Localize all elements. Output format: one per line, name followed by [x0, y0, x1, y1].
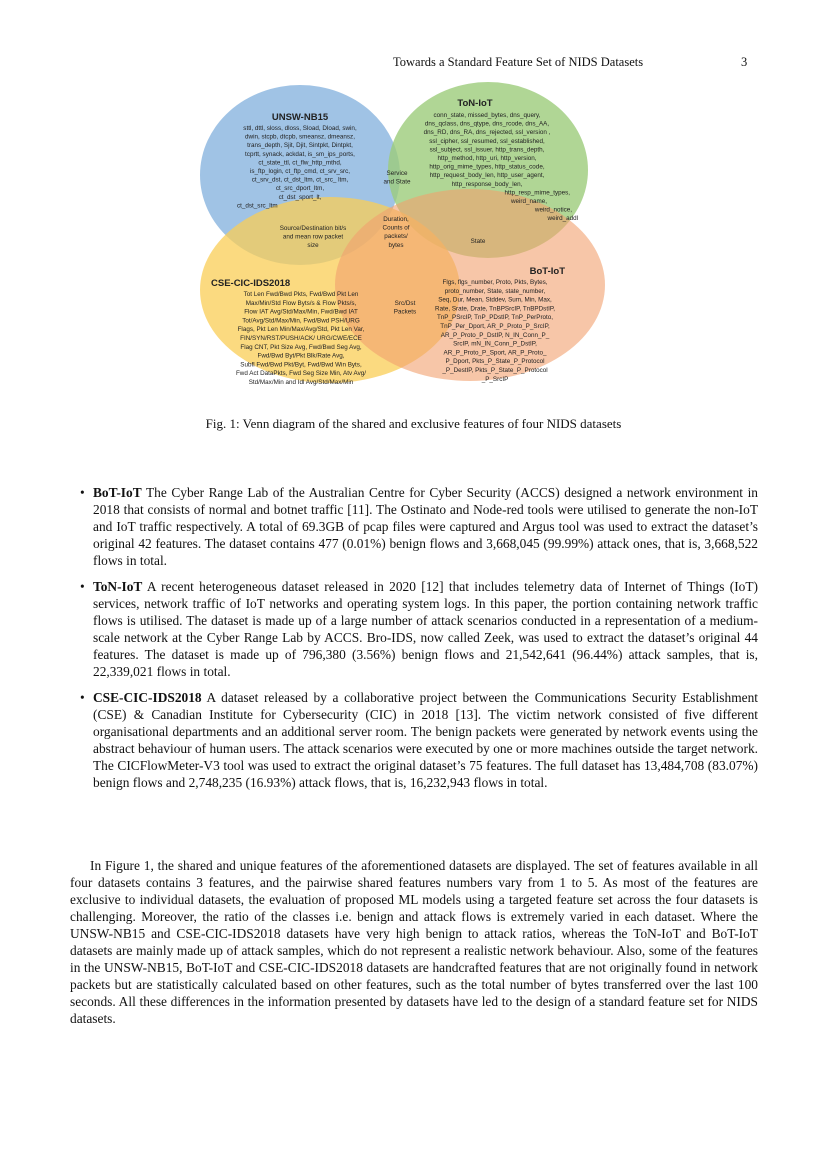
- cse-feature-line: Tot/Avg/Std/Max/Min, Fwd/Bwd PSH/URG: [242, 317, 360, 325]
- bot-feature-line: Rate, Srate, Drate, TnBPSrcIP, TnBPDstIP,: [435, 305, 555, 313]
- cse-feature-line: Tot Len Fwd/Bwd Pkts, Fwd/Bwd Pkt Len: [243, 291, 359, 298]
- overlap-all-label: packets/: [384, 233, 408, 241]
- ton-feature-line: ssl_cipher, ssl_resumed, ssl_established,: [429, 137, 545, 145]
- ton-feature-line: weird_notice,: [534, 206, 572, 214]
- unsw-set-title: UNSW-NB15: [271, 112, 329, 123]
- bot-feature-line: P_Dport, Pkts_P_State_P_Protocol: [445, 358, 545, 366]
- cse-feature-line: Flag CNT, Pkt Size Avg, Fwd/Bwd Seg Avg,: [240, 343, 362, 351]
- term: ToN-IoT: [93, 579, 143, 594]
- ton-feature-line: http_request_body_len, http_user_agent,: [429, 172, 545, 180]
- bot-feature-line: TnP_PSrcIP, TnP_PDstIP, TnP_PerProto,: [436, 314, 554, 322]
- body-paragraph: In Figure 1, the shared and unique features of the aforementioned datasets are displayed. The set of features available in all four datasets contains 3 features, and the pairwise shared features numbers vary from 1 to 5. As most of the features are exclusive to individual datasets, the evaluation of proposed ML models using a targeted feature set across the four datasets is challenging. Moreover, the ratio of the classes i.e. benign and attack flows is extremely varied in each dataset. Where the UNSW-NB15 and CSE-CIC-IDS2018 datasets have very high benign to attack ratios, whereas the ToN-IoT and BoT-IoT datasets are mainly made up of attack samples, which do not represent a realistic network behaviour. Also, some of the features in the UNSW-NB15, BoT-IoT and CSE-CIC-IDS2018 datasets are handcrafted features that are not originally found in network packets but are statistically calculated based on other features, such as the total number of bytes transferred over the last 100 seconds. All these differences in the information presented by datasets have led to the design of a standard feature set for NIDS datasets.: [70, 858, 758, 1026]
- bot-feature-line: TnP_Per_Dport, AR_P_Proto_P_SrcIP,: [440, 323, 550, 330]
- cse-feature-line: FIN/SYN/RST/PUSH/ACK/ URG/CWE/ECE: [240, 335, 362, 342]
- description: A dataset released by a collaborative project between the Communications Security Establishment (CSE) & Canadian Institute for Cybersecurity (CIC) in 2018 [13]. The victim network consisted of five different organisational departments and an additional server room. The benign packets were generated by network events using the abstract behaviour of human users. The attack scenarios were executed by one or more machines outside the target network. The CICFlowMeter-V3 tool was used to extract the original dataset’s 75 features. The full dataset has 13,484,708 (83.07%) benign flows and 2,748,235 (16.93%) attack flows, that is, 16,232,943 flows in total.: [93, 690, 758, 790]
- ton-feature-line: weird_name,: [510, 198, 547, 205]
- overlap-ton-bot-label: State: [470, 238, 486, 245]
- overlap-unsw-ton-label: and State: [383, 178, 411, 186]
- term: BoT-IoT: [93, 485, 142, 500]
- ton-feature-line: dns_qclass, dns_qtype, dns_rcode, dns_AA,: [424, 120, 550, 128]
- unsw-feature-line: ct_dst_src_ltm: [237, 202, 278, 210]
- cse-feature-line: Subfl Fwd/Bwd Pkt/Byt, Fwd/Bwd Win Byts,: [240, 361, 362, 369]
- unsw-feature-line: ct_srv_dst, ct_dst_ltm, ct_src_ ltm,: [251, 176, 349, 184]
- bot-feature-line: proto_number, State, state_number,: [444, 287, 546, 295]
- bot-set-title: BoT-IoT: [529, 266, 565, 277]
- list-item-ton-iot: [70, 578, 758, 680]
- overlap-unsw-cse-label: Source/Destination bit/s: [279, 225, 347, 232]
- bot-feature-line: SrcIP, mN_IN_Conn_P_DstIP,: [453, 340, 537, 348]
- list-item-bot-iot: [70, 484, 758, 569]
- ton-feature-line: conn_state, missed_bytes, dns_query,: [433, 112, 541, 119]
- ton-feature-line: http_response_body_len,: [451, 180, 523, 188]
- ton-feature-line: weird_addl: [547, 215, 578, 223]
- unsw-feature-line: is_ftp_login, ct_ftp_cmd, ct_srv_src,: [249, 168, 351, 175]
- bot-feature-line: Flgs, flgs_number, Proto, Pkts, Bytes,: [442, 279, 548, 286]
- overlap-all-label: Counts of: [382, 224, 410, 232]
- ton-feature-line: http_method, http_uri, http_version,: [437, 155, 537, 162]
- unsw-feature-line: ct_src_dport_ltm,: [275, 185, 325, 193]
- cse-feature-line: Flags, Pkt Len Min/Max/Avg/Std, Pkt Len Var,: [237, 326, 365, 334]
- overlap-unsw-ton-label: Service: [386, 170, 408, 177]
- bot-feature-line: AR_P_Proto_P_DstIP, N_IN_Conn_P_: [440, 331, 550, 339]
- bot-feature-line: Seq, Dur, Mean, Stddev, Sum, Min, Max,: [438, 296, 552, 304]
- bot-feature-line: _P_SrcIP: [481, 375, 509, 383]
- description: The Cyber Range Lab of the Australian Centre for Cyber Security (ACCS) designed a network environment in 2018 that consists of normal and botnet traffic [11]. The Ostinato and Node-red tools were utilised to generate the non-IoT and IoT traffic respectively. A total of 69.3GB of pcap files were captured and Argus tool was used to extract the dataset’s original 42 features. The dataset contains 477 (0.01%) benign flows and 3,668,045 (99.99%) attack ones, that is, 3,668,522 flows in total.: [93, 485, 758, 568]
- cse-feature-line: Max/Min/Std Flow Byts/s & Flow Pkts/s,: [245, 299, 357, 307]
- cse-feature-line: Flow IAT Avg/Std/Max/Min, Fwd/Bwd IAT: [244, 308, 358, 316]
- ton-set-title: ToN-IoT: [457, 98, 493, 109]
- overlap-unsw-cse-label: and mean row packet: [282, 233, 344, 241]
- bot-feature-line: _P_DestIP, Pkts_P_State_P_Protocol: [442, 367, 548, 374]
- overlap-cse-bot-label: Src/Dst: [394, 300, 416, 307]
- unsw-feature-line: ct_dst_sport_lt,: [278, 193, 322, 201]
- running-title: Towards a Standard Feature Set of NIDS Datasets: [393, 55, 644, 69]
- description: A recent heterogeneous dataset released in 2020 [12] that includes telemetry data of Internet of Things (IoT) services, network traffic of IoT networks and operating system logs. In this paper, the portion containing network traffic flows is utilised. The dataset is made up of a large number of attack scenarios conducted in a representation of a medium-scale network at the Cyber Range Lab by ACCS. Bro-IDS, now called Zeek, was used to extract the dataset’s original 44 features. The dataset is made up of 796,380 (3.56%) benign flows and 21,542,641 (96.44%) attack samples, that is, 22,339,021 flows in total.: [93, 579, 758, 679]
- cse-feature-line: Fwd/Bwd Byt/Pkt Blk/Rate Avg,: [257, 352, 345, 360]
- venn-diagram: [195, 80, 615, 390]
- ton-feature-line: dns_RD, dns_RA, dns_rejected, ssl_version ,: [423, 129, 551, 137]
- overlap-unsw-cse-label: size: [307, 242, 319, 250]
- bot-feature-line: AR_P_Proto_P_Sport, AR_P_Proto_: [443, 349, 547, 357]
- page-number: 3: [741, 55, 748, 69]
- unsw-feature-line: dwin, stcpb, dtcpb, smeansz, dmeansz,: [245, 133, 355, 141]
- figure-caption: Fig. 1: Venn diagram of the shared and exclusive features of four NIDS datasets: [205, 416, 622, 431]
- bullet-icon: •: [80, 579, 85, 594]
- cse-set-title: CSE-CIC-IDS2018: [211, 278, 291, 289]
- ton-feature-line: ssl_subject, ssl_issuer, http_trans_depth,: [429, 146, 545, 154]
- overlap-cse-bot-label: Packets: [393, 308, 417, 316]
- term: CSE-CIC-IDS2018: [93, 690, 202, 705]
- unsw-feature-line: trans_depth, Sjit, Djit, Sintpkt, Dintpkt,: [247, 142, 353, 150]
- dataset-list: [70, 484, 758, 800]
- bullet-icon: •: [80, 485, 85, 500]
- cse-feature-line: Std/Max/Min and Idl Avg/Std/Max/Min: [248, 379, 354, 386]
- overlap-all-label: Duration,: [383, 216, 409, 223]
- cse-feature-line: Fwd Act DataPkts, Fwd Seg Size Min, Atv Avg/: [235, 370, 367, 378]
- bullet-icon: •: [80, 690, 85, 705]
- list-item-cse-cic-ids2018: [70, 689, 758, 791]
- ton-feature-line: http_orig_mime_types, http_status_code,: [429, 163, 545, 171]
- unsw-feature-line: tcprtt, synack, ackdat, is_sm_ips_ports,: [245, 150, 355, 158]
- unsw-feature-line: ct_state_ttl, ct_flw_http_mthd,: [258, 159, 342, 167]
- overlap-all-label: bytes: [388, 241, 404, 249]
- unsw-feature-line: sttl, dttl, sloss, dloss, Sload, Dload, swin,: [243, 125, 357, 132]
- ton-feature-line: http_resp_mime_types,: [504, 189, 570, 197]
